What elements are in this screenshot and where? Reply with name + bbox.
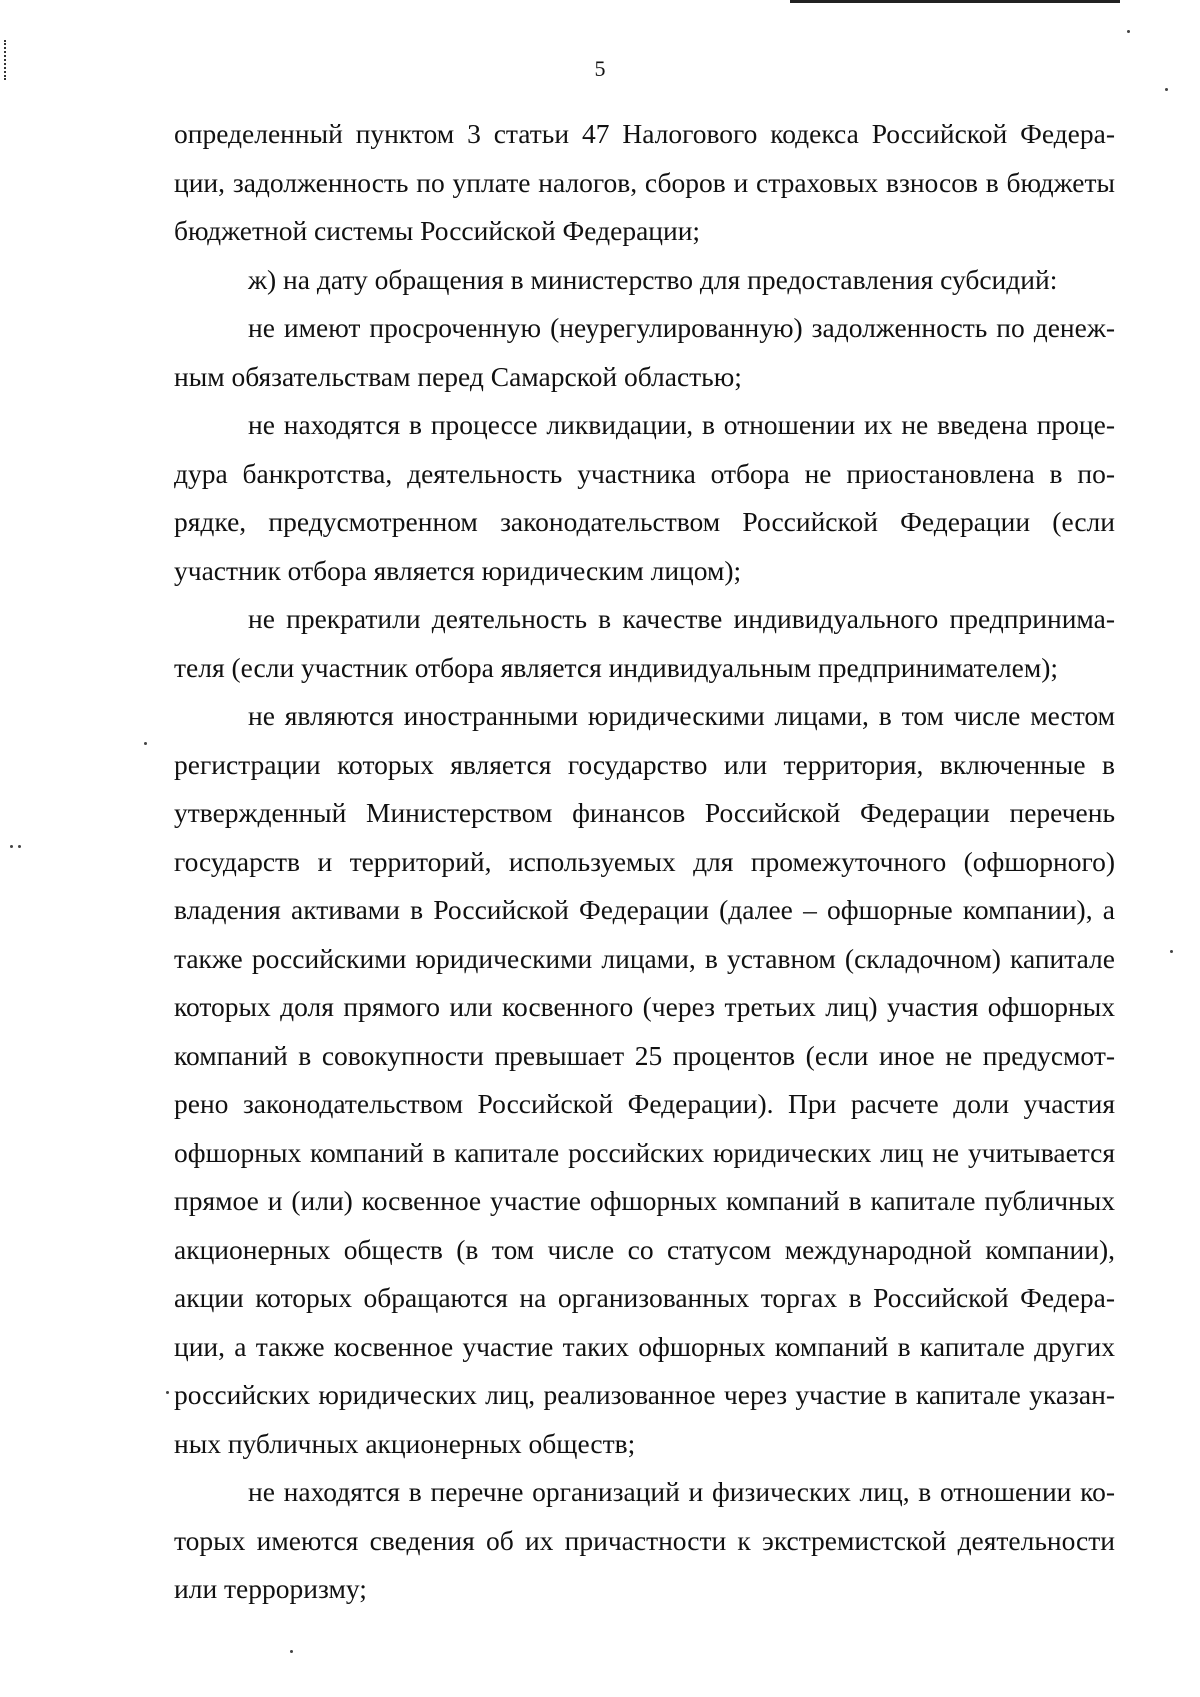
paragraph xyxy=(174,256,1115,305)
scan-speck xyxy=(166,1391,169,1394)
text-line: российских юридических лиц, реализованное через участие в капитале указан- xyxy=(174,1379,1115,1410)
document-body xyxy=(174,110,1115,1614)
paragraph xyxy=(174,595,1115,692)
text-line: торых имеются сведения об их причастности к экстремистской деятельности xyxy=(174,1524,1115,1556)
scan-speck xyxy=(1127,30,1130,33)
text-line: утвержденный Министерством финансов Российской Федерации перечень xyxy=(174,797,1115,828)
paragraph xyxy=(174,304,1115,401)
text-line: не прекратили деятельность в качестве индивидуального предпринима- xyxy=(248,603,1115,634)
text-line: владения активами в Российской Федерации (далее – офшорные компании), а xyxy=(174,894,1115,925)
scan-speck xyxy=(290,1650,293,1653)
scan-speck xyxy=(1170,950,1173,953)
text-line: не имеют просроченную (неурегулированную) задолженность по денеж- xyxy=(248,312,1115,343)
text-line: компаний в совокупности превышает 25 процентов (если иное не предусмот- xyxy=(174,1039,1115,1071)
text-line: акции которых обращаются на организованных торгах в Российской Федера- xyxy=(174,1282,1115,1313)
text-line: участник отбора является юридическим лицом); xyxy=(174,554,742,586)
scan-speck xyxy=(144,742,147,745)
text-line: ных публичных акционерных обществ; xyxy=(174,1427,636,1459)
text-line: офшорных компаний в капитале российских юридических лиц не учитывается xyxy=(174,1136,1115,1168)
text-line: государств и территорий, используемых для промежуточного (офшорного) xyxy=(174,845,1115,877)
text-line: теля (если участник отбора является индивидуальным предпринимателем); xyxy=(174,651,1059,683)
scan-speck xyxy=(18,845,21,848)
text-line: рядке, предусмотренном законодательством Российской Федерации (если xyxy=(174,506,1115,537)
text-line: или терроризму; xyxy=(174,1573,367,1604)
text-line: ным обязательствам перед Самарской областью; xyxy=(174,360,742,392)
scan-speck xyxy=(1165,88,1168,91)
text-line: также российскими юридическими лицами, в уставном (складочном) капитале xyxy=(174,942,1115,974)
paragraph xyxy=(174,110,1115,256)
text-line: ции, а также косвенное участие таких офшорных компаний в капитале других xyxy=(174,1330,1115,1362)
text-line: прямое и (или) косвенное участие офшорных компаний в капитале публичных xyxy=(174,1185,1115,1216)
text-line: ции, задолженность по уплате налогов, сборов и страховых взносов в бюджеты xyxy=(174,166,1115,198)
scan-speck xyxy=(10,845,13,848)
text-line: не являются иностранными юридическими лицами, в том числе местом xyxy=(248,700,1115,731)
paragraph xyxy=(174,1468,1115,1614)
page-number: 5 xyxy=(594,56,606,81)
text-line: бюджетной системы Российской Федерации; xyxy=(174,215,701,246)
text-line: регистрации которых является государство или территория, включенные в xyxy=(174,748,1115,780)
text-line: определенный пунктом 3 статьи 47 Налогового кодекса Российской Федера- xyxy=(174,118,1115,149)
text-line: дура банкротства, деятельность участника отбора не приостановлена в по- xyxy=(174,457,1115,489)
text-line: рено законодательством Российской Федерации). При расчете доли участия xyxy=(174,1088,1115,1119)
paragraph xyxy=(174,401,1115,595)
text-line: ж) на дату обращения в министерство для предоставления субсидий: xyxy=(248,263,1058,295)
paragraph xyxy=(174,692,1115,1468)
text-line: не находятся в перечне организаций и физических лиц, в отношении ко- xyxy=(248,1476,1115,1507)
scan-top-edge-line xyxy=(790,0,1120,3)
text-line: не находятся в процессе ликвидации, в отношении их не введена проце- xyxy=(248,409,1115,440)
text-line: акционерных обществ (в том числе со статусом международной компании), xyxy=(174,1233,1115,1265)
text-line: которых доля прямого или косвенного (через третьих лиц) участия офшорных xyxy=(174,991,1115,1022)
